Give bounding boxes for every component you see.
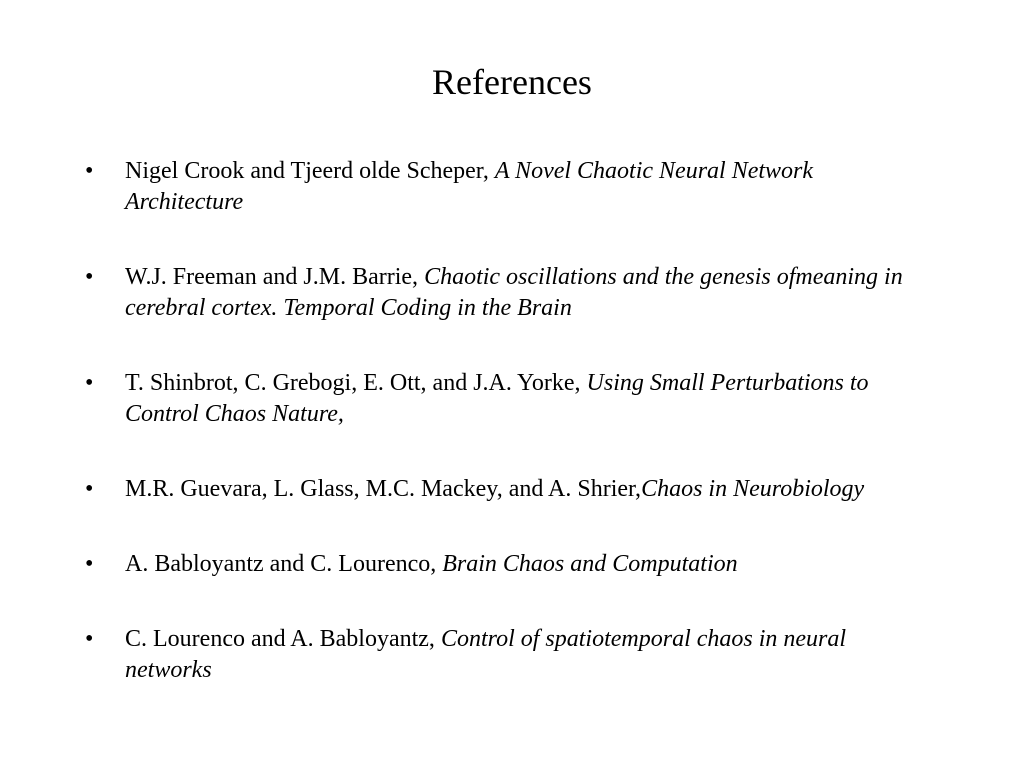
bullet-icon: • [85, 551, 94, 577]
bullet-icon: • [85, 158, 94, 184]
reference-authors: A. Babloyantz and C. Lourenco, [125, 551, 443, 577]
bullet-icon: • [85, 264, 94, 290]
reference-authors: T. Shinbrot, C. Grebogi, E. Ott, and J.A. Yorke, [125, 370, 587, 396]
bullet-icon: • [85, 370, 94, 396]
reference-item [85, 624, 915, 686]
reference-work-title: A Novel Chaotic Neural Network Architecture [125, 158, 814, 215]
reference-item [85, 368, 915, 430]
bullet-icon: • [85, 626, 94, 652]
reference-work-title: Brain Chaos and Computation [442, 551, 738, 577]
reference-item [85, 156, 915, 218]
reference-work-title: Control of spatiotemporal chaos in neural networks [125, 626, 847, 683]
reference-work-title: Using Small Perturbations to Control Chaos Nature, [125, 370, 869, 427]
reference-authors: Nigel Crook and Tjeerd olde Scheper, [125, 158, 495, 184]
page-title: References [432, 62, 592, 102]
reference-authors: M.R. Guevara, L. Glass, M.C. Mackey, and A. Shrier, [125, 476, 642, 502]
reference-authors: C. Lourenco and A. Babloyantz, [125, 626, 441, 652]
reference-work-title: Chaos in Neurobiology [641, 476, 865, 502]
reference-item [85, 549, 915, 580]
reference-work-title: Chaotic oscillations and the genesis ofmeaning in cerebral cortex. Temporal Coding in the Brain [125, 264, 903, 321]
reference-item [85, 474, 915, 505]
bullet-icon: • [85, 476, 94, 502]
reference-item [85, 262, 915, 324]
reference-authors: W.J. Freeman and J.M. Barrie, [125, 264, 425, 290]
reference-list [85, 156, 915, 730]
